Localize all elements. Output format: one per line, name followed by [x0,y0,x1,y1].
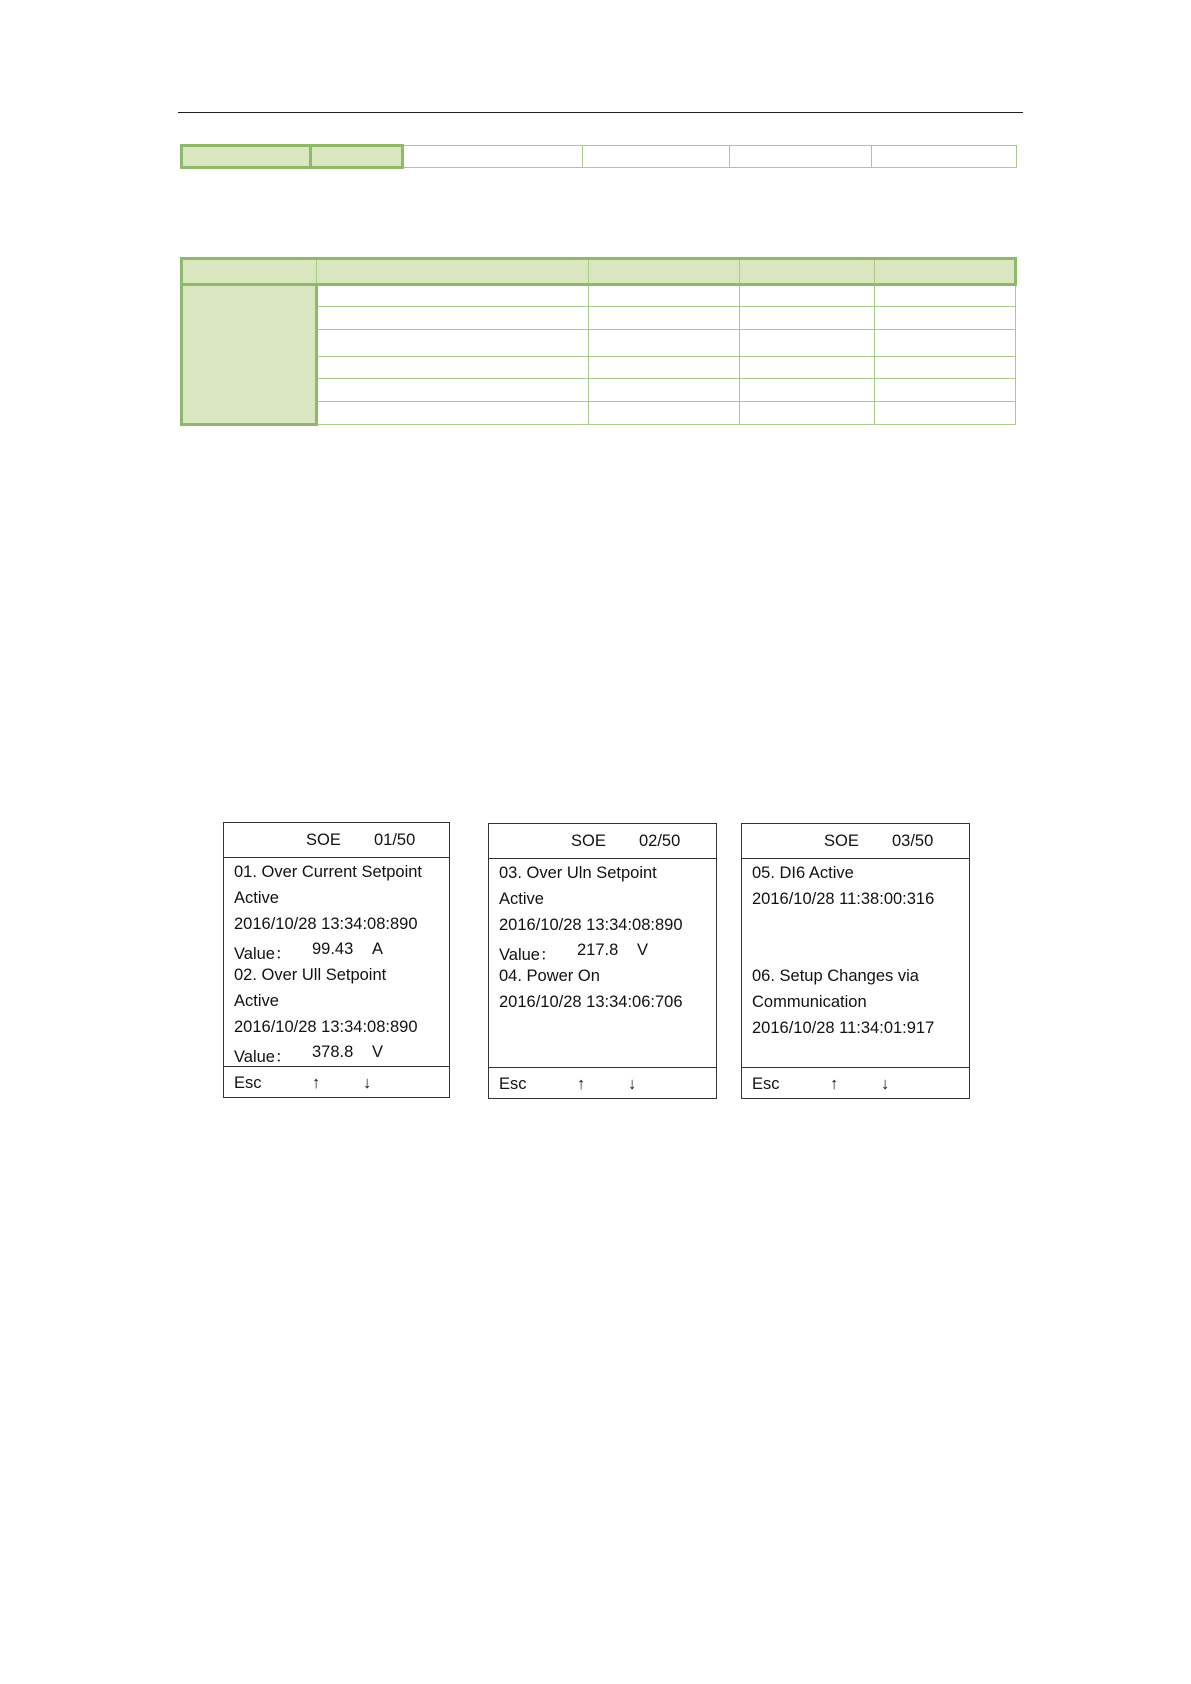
event-title: 06. Setup Changes via [752,967,919,985]
screen-body [489,859,716,1068]
screen-page: 01/50 [374,831,416,849]
event-time: 2016/10/28 13:34:08:890 [499,916,683,934]
main-table-header-cell [875,259,1016,285]
screen-footer [742,1068,969,1099]
main-table-cell [317,402,589,425]
top-table-cell [311,146,403,168]
event-unit: V [637,941,649,959]
screen-body [742,859,969,1068]
event-time: 2016/10/28 13:34:06:706 [499,993,683,1011]
esc-key[interactable]: Esc [752,1075,780,1093]
main-table-cell [317,357,589,379]
screen-header [224,823,449,858]
main-table-header-cell [740,259,875,285]
main-table-header-cell [182,259,317,285]
main-table-cell [875,330,1016,357]
value-label: Value： [234,1048,292,1066]
main-table-cell [875,379,1016,402]
down-arrow-icon[interactable]: ↓ [363,1074,372,1092]
down-arrow-icon[interactable]: ↓ [628,1075,637,1093]
event-status: Active [234,992,279,1010]
main-table-cell [317,307,589,330]
top-table-cell [403,146,583,168]
top-table-cell [583,146,730,168]
main-table-cell [589,285,740,307]
main-table-cell [875,357,1016,379]
up-arrow-icon[interactable]: ↑ [830,1075,839,1093]
event-status: Communication [752,993,867,1011]
main-table-cell [875,285,1016,307]
event-unit: V [372,1043,384,1061]
event-time: 2016/10/28 11:38:00:316 [752,890,935,908]
top-table-cell [182,146,311,168]
screen-header [742,824,969,859]
value-label: Value： [234,945,292,963]
soe-screen-3 [741,823,970,1099]
up-arrow-icon[interactable]: ↑ [577,1075,586,1093]
screen-title: SOE [306,831,341,849]
event-time: 2016/10/28 11:34:01:917 [752,1019,935,1037]
main-table-cell [740,307,875,330]
event-title: 03. Over Uln Setpoint [499,864,657,882]
soe-screen-2 [488,823,717,1099]
main-table-cell [875,402,1016,425]
value-label: Value： [499,946,557,964]
top-table-cell [730,146,872,168]
esc-key[interactable]: Esc [499,1075,527,1093]
event-time: 2016/10/28 13:34:08:890 [234,1018,418,1036]
soe-screen-1 [223,822,450,1098]
main-table-cell [589,330,740,357]
event-title: 04. Power On [499,967,600,985]
main-table-cell [740,285,875,307]
event-title: 01. Over Current Setpoint [234,863,423,881]
top-table-cell [872,146,1017,168]
event-title: 05. DI6 Active [752,864,854,882]
main-table-header-cell [589,259,740,285]
screen-header [489,824,716,859]
event-time: 2016/10/28 13:34:08:890 [234,915,418,933]
main-table-cell [740,379,875,402]
main-table-cell [740,330,875,357]
screen-page: 02/50 [639,832,681,850]
esc-key[interactable]: Esc [234,1074,262,1092]
top-table [180,144,1017,169]
screen-footer [489,1068,716,1099]
main-table-cell [589,307,740,330]
main-table-header-cell [317,259,589,285]
main-table-group-cell [182,285,317,425]
event-title: 02. Over Ull Setpoint [234,966,387,984]
main-table-cell [317,330,589,357]
up-arrow-icon[interactable]: ↑ [312,1074,321,1092]
main-table-cell [740,402,875,425]
event-status: Active [499,890,544,908]
screen-title: SOE [824,832,859,850]
screen-title: SOE [571,832,606,850]
event-value: 378.8 [312,1043,354,1061]
main-table-cell [740,357,875,379]
screen-footer [224,1067,449,1098]
main-table-cell [589,402,740,425]
header-rule [178,112,1023,113]
event-value: 217.8 [577,941,619,959]
main-table-cell [589,357,740,379]
screen-body [224,858,449,1067]
screen-page: 03/50 [892,832,934,850]
main-table [180,257,1017,426]
main-table-cell [875,307,1016,330]
main-table-cell [317,285,589,307]
event-unit: A [372,940,384,958]
main-table-cell [317,379,589,402]
event-status: Active [234,889,279,907]
main-table-cell [589,379,740,402]
down-arrow-icon[interactable]: ↓ [881,1075,890,1093]
event-value: 99.43 [312,940,354,958]
